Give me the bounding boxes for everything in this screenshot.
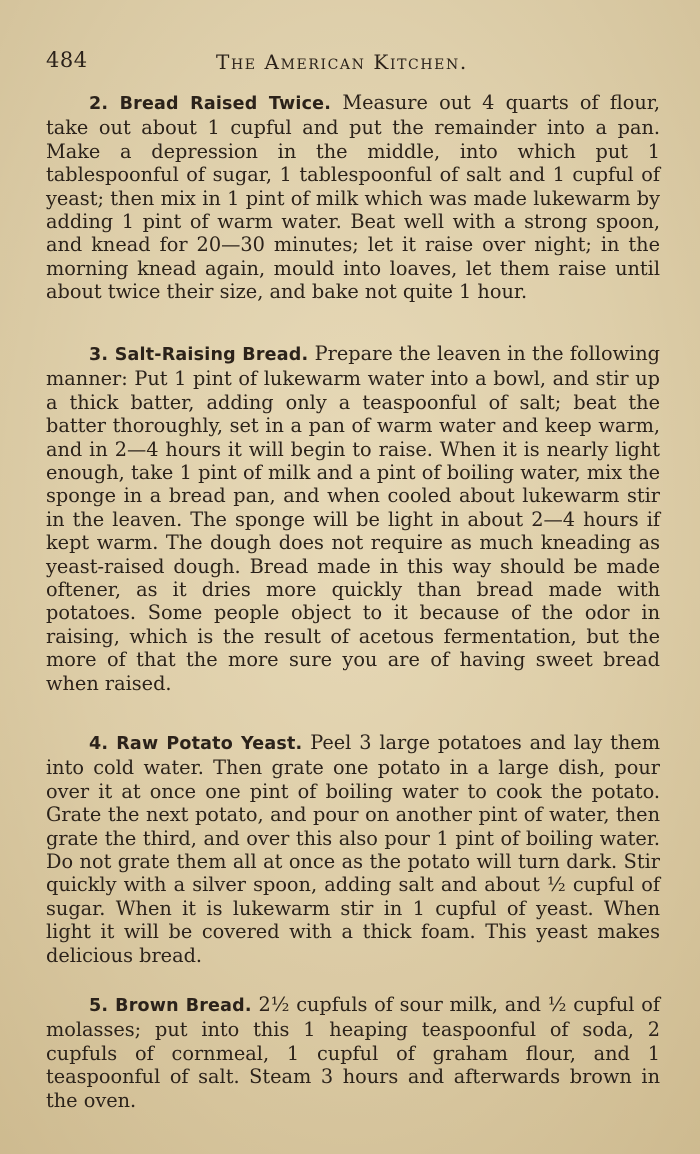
recipe-paragraph [46, 91, 660, 304]
recipe-title: 4. Raw Potato Yeast. [89, 734, 303, 754]
recipe-paragraph [46, 993, 660, 1112]
recipe-title: 5. Brown Bread. [89, 996, 252, 1016]
running-head: The American Kitchen. [216, 50, 468, 74]
recipe-text: Peel 3 large potatoes and lay them into cold water. Then grate one potato in a large dish, pour over it at once one pint of boiling water to cook the potato. Grate the next potato, and pour on another pint of water, then grate the third, and over this also pour 1 pint of boiling water. Do not grate them all at once as the potato will turn dark. Stir quickly with a silver spoon, adding salt and about ½ cupful of sugar. When it is lukewarm stir in 1 cupful of yeast. When light it will be covered with a thick foam. This yeast makes delicious bread. [46, 731, 660, 967]
recipe-title: 3. Salt-Raising Bread. [89, 345, 309, 365]
recipe-salt-raising-bread [46, 342, 660, 695]
recipe-brown-bread [46, 993, 660, 1112]
recipe-text: Measure out 4 quarts of flour, take out about 1 cupful and put the remainder into a pan. Make a depression in the middle, into which put 1 tablespoonful of sugar, 1 tablespoonful of salt and 1 cupful of yeast; then mix in 1 pint of milk which was made lukewarm by adding 1 pint of warm water. Beat well with a strong spoon, and knead for 20—30 minutes; let it raise over night; in the morning knead again, mould into loaves, let them raise until about twice their size, and bake not quite 1 hour. [46, 91, 661, 304]
recipe-text: 2½ cupfuls of sour milk, and ½ cupful of molasses; put into this 1 heaping teaspoonful of soda, 2 cupfuls of cornmeal, 1 cupful of graham flour, and 1 teaspoonful of salt. Steam 3 hours and afterwards brown in the oven. [46, 993, 660, 1112]
page-number: 484 [46, 48, 88, 72]
recipe-paragraph [46, 342, 660, 695]
recipe-bread-raised-twice [46, 91, 660, 304]
recipe-paragraph [46, 731, 660, 967]
page-header [46, 48, 660, 80]
recipe-raw-potato-yeast [46, 731, 660, 967]
recipe-text: Prepare the leaven in the following manner: Put 1 pint of lukewarm water into a bowl, and stir up a thick batter, adding only a teaspoonful of salt; beat the batter thoroughly, set in a pan of warm water and keep warm, and in 2—4 hours it will begin to raise. When it is nearly light enough, take 1 pint of milk and a pint of boiling water, mix the sponge in a bread pan, and when cooled about lukewarm stir in the leaven. The sponge will be light in about 2—4 hours if kept warm. The dough does not require as much kneading as yeast-raised dough. Bread made in this way should be made oftener, as it dries more quickly than bread made with potatoes. Some people object to it because of the odor in raising, which is the result of acetous fermentation, but the more of that the more sure you are of having sweet bread when raised. [46, 342, 660, 695]
recipe-title: 2. Bread Raised Twice. [89, 94, 332, 114]
